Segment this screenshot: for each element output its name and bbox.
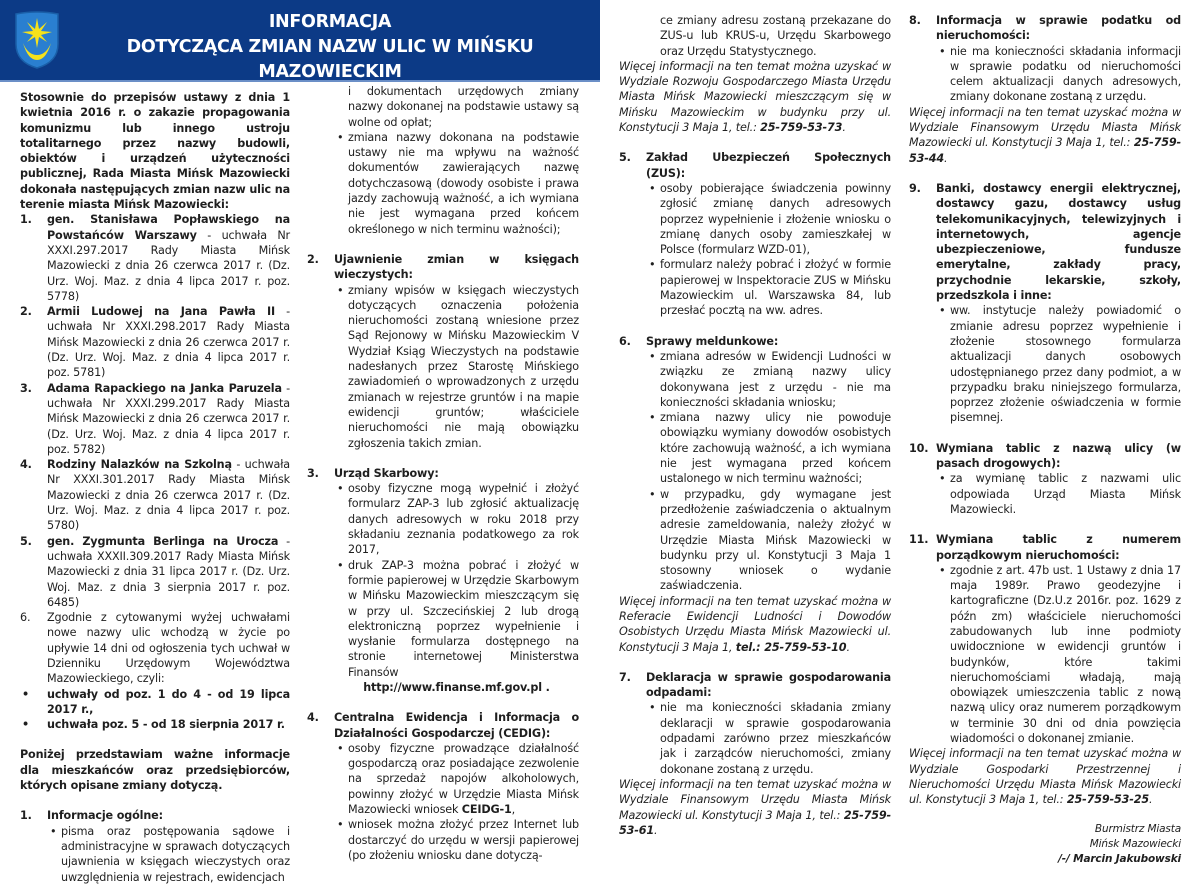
bullet-text: zmiana nazwy dokonana na podstawie ustawy nie ma wpływu na ważność dokumentów zawierających nazwę dotychczasową (dowody osobiste i prawa jazdy zachowują ważność, a ich wymiana nie jest wymagana przed końcem określonego w nich terminu ważności); [348,130,579,236]
bullet-item [334,481,579,557]
bullet-icon: • [649,487,656,501]
contact-note [619,777,891,838]
section-number: 5. [619,151,631,165]
bullet-text: uchwała poz. 5 - od 18 sierpnia 2017 r. [47,718,285,732]
bullet-item [334,741,579,817]
bullet-item [334,130,579,237]
section-body [20,824,290,885]
title-line-2: DOTYCZĄCA ZMIAN NAZW ULIC W MIŃSKU MAZOWIECKIM [126,37,534,82]
section-heading [909,532,1181,563]
note-end: . [654,823,658,837]
bullet-item [334,817,579,863]
section-number: 4. [307,711,319,725]
title-line-1: INFORMACJA [268,12,392,32]
column-3 [619,13,891,838]
bullet-text: formularz należy pobrać i złożyć w formie papierowej w Inspektoracie ZUS w Mińsku Mazowieckim ul. Warszawska 84, lub przesłać pocztą na ww. adres. [660,258,891,318]
street-change-name: gen. Zygmunta Berlinga na Urocza [47,534,279,548]
section-title: Sprawy meldunkowe: [646,334,779,348]
effective-date-text: Zgodnie z cytowanymi wyżej uchwałami nowe nazwy ulic wchodzą w życie po upływie 14 dni od ogłoszenia tych uchwał w Dzienniku Urzędowym Województwa Mazowieckiego, czyli: [47,611,290,686]
bullet-icon: • [939,563,946,577]
street-change-name: Adama Rapackiego na Janka Paruzela [47,381,282,395]
bullet-item-continued [646,13,891,59]
section-body [909,44,1181,105]
note-end: . [1149,793,1153,807]
street-change-item [20,212,290,304]
signature-title: Burmistrz Miasta [1094,822,1181,835]
bullet-item-continued [334,84,579,130]
street-change-detail: - uchwała Nr XXXI.298.2017 Rady Miasta Mińsk Mazowiecki z dnia 26 czerwca 2017 r. (Dz. Urz. Woj. Maz. z dnia 4 lipca 2017 r. poz. 5781) [47,305,290,380]
lead-paragraph: Poniżej przedstawiam ważne informacje dla mieszkańców oraz przedsiębiorców, których opisane zmiany dotyczą. [20,748,290,793]
bullet-text-end: , [511,803,516,817]
bullet-icon: • [649,181,656,195]
section-title: Urząd Skarbowy: [334,466,439,480]
item-number: 5. [20,534,32,548]
section-heading [307,466,579,481]
section-number: 2. [307,252,319,266]
bullet-text: zmiana adresów w Ewidencji Ludności w związku ze zmianą nazwy ulicy dokonywana jest z urzędu - nie ma konieczności składania wniosku; [660,349,891,409]
section-heading [619,334,891,349]
section-body [909,563,1181,747]
bullet-icon: • [649,258,656,272]
section-heading [619,150,891,181]
bullet-text: pisma oraz postępowania sądowe i administracyjne w sprawach dotyczących ujawnienia w księgach wieczystych oraz uwzględnienia w rejestrach, ewidencjach [61,824,290,884]
contact-note [619,594,891,655]
column-4 [909,13,1181,867]
bullet-icon: • [337,130,344,144]
section-heading [307,252,579,283]
section-number: 1. [20,809,32,823]
bullet-item [334,558,579,680]
section-title: Wymiana tablic z nazwą ulicy (w pasach drogowych): [936,441,1181,471]
effective-date-bullet [20,717,290,732]
phone-number: 25-759-53-25 [1066,793,1150,807]
bullet-text: osoby fizyczne mogą wypełnić i złożyć formularz ZAP-3 lub zgłosić aktualizację danych adresowych w roku 2018 przy składaniu zeznania podatkowego za rok 2017, [348,482,579,557]
bullet-icon: • [22,687,30,701]
item-number: 4. [20,458,32,472]
section-number: 8. [909,14,921,27]
bullet-text: ce zmiany adresu zostaną przekazane do ZUS-u lub KRUS-u, Urzędu Skarbowego oraz Urzędu Statystycznego. [660,14,891,58]
section-body [307,283,579,451]
section-title: Centralna Ewidencja i Informacja o Działalności Gospodarczej (CEDIG): [334,711,579,740]
bullet-text: wniosek można złożyć przez Internet lub dostarczyć do urzędu w wersji papierowej (po złożeniu wniosku dane dotyczą- [348,818,579,862]
bullet-item [646,410,891,486]
bullet-icon: • [939,472,946,486]
bullet-text: nie ma konieczności składania informacji w sprawie podatku od nieruchomości celem aktualizacji danych adresowych, zmiany dokonane zostaną z urzędu. [950,44,1181,104]
street-change-detail: - uchwała Nr XXXI.297.2017 Rady Miasta Mińsk Mazowiecki z dnia 26 czerwca 2017 r. (Dz. Urz. Woj. Maz. z dnia 4 lipca 2017 r. poz. 5778) [47,228,290,303]
contact-note [909,746,1181,807]
note-text: Więcej informacji na ten temat można uzyskać w Wydziale Rozwoju Gospodarczego Miasta Urzędu Miasta Mińsk Mazowiecki mieszczącym się w Mińsku Mazowieckim w budynku przy ul. Konstytucji 3 Maja 1, tel.: [619,59,891,135]
section-heading [909,13,1181,44]
bullet-icon: • [337,283,344,297]
bullet-item [47,824,290,885]
section-title: Wymiana tablic z numerem porządkowym nieruchomości: [936,533,1181,562]
street-change-item [20,457,290,533]
bullet-icon: • [50,824,57,838]
bullet-item [334,283,579,451]
note-text: Więcej informacji na ten temat uzyskać można w Referacie Ewidencji Ludności i Dowodów Osobistych Urzędu Miasta Mińsk Mazowiecki ul. Konstytucji 3 Maja 1, [619,594,891,654]
bullet-item [936,44,1181,105]
form-name: CEIDG-1 [461,803,512,817]
bullet-text: osoby pobierające świadczenia powinny zgłosić zmianę danych adresowych poprzez wypełnienie i złożenie wniosku o zmianę danych osoby zamieszkałej w Polsce (formularz WZD-01), [660,181,891,257]
section-body [619,13,891,59]
finance-ministry-link[interactable]: http://www.finanse.mf.gov.pl . [363,680,550,694]
bullet-item [936,563,1181,747]
bullet-icon: • [649,349,656,363]
note-end: . [842,121,846,135]
section-body [307,84,579,237]
signature-name: /-/ Marcin Jakubowski [1058,852,1181,865]
section-heading [307,710,579,741]
street-change-name: Armii Ludowej na Jana Pawła II [47,305,276,319]
street-change-item [20,534,290,610]
contact-note [619,59,891,135]
section-body [619,181,891,319]
bullet-item [646,700,891,776]
section-title: Informacja w sprawie podatku od nieruchomości: [936,14,1181,43]
street-change-item [20,381,290,457]
effective-date-bullet [20,687,290,718]
signature-block [909,822,1181,867]
bullet-text: uchwały od poz. 1 do 4 - od 19 lipca 2017 r., [47,687,290,716]
item-number: 2. [20,305,32,319]
street-change-detail: - uchwała XXXII.309.2017 Rady Miasta Mińsk Mazowiecki z dnia 31 lipca 2017 r. (Dz. Urz. Woj. Maz. z dnia 3 sierpnia 2017 r. poz. 6485) [47,534,290,609]
bullet-text: i dokumentach urzędowych zmiany nazwy dokonanej na podstawie ustawy są wolne od opłat; [348,85,579,129]
bullet-icon: • [939,44,946,58]
bullet-text: w przypadku, gdy wymagane jest przedłożenie zaświadczenia o aktualnym adresie zameldowania, należy złożyć w Urzędzie Miasta Mińsk Mazowiecki w budynku przy ul. Konstytucji 3 Maja 1 stosowny wniosek o wydanie zaświadczenia. [660,487,891,593]
column-2 [307,84,579,863]
phone-number: 25-759-53-44 [909,136,1181,165]
item-number: 3. [20,381,32,395]
bullet-item [936,471,1181,517]
street-change-name: gen. Stanisława Popławskiego na Powstańców Warszawy [47,213,290,242]
bullet-text: nie ma konieczności składania zmiany deklaracji w sprawie gospodarowania odpadami zarówno przez mieszkańców jak i zarządców nieruchomości, zmiany dokonane zostaną z urzędu. [660,701,891,776]
bullet-icon: • [337,741,344,755]
section-number: 3. [307,466,319,480]
bullet-text: zmiana nazwy ulicy nie powoduje obowiązku wymiany dowodów osobistych które zachowują ważność, a ich wymiana nie jest wymagana przed końcem ustalonego w nich terminu ważności; [660,411,891,486]
coat-of-arms-icon [14,10,60,70]
section-body [619,700,891,776]
bullet-icon: • [939,304,946,318]
section-heading [619,670,891,701]
section-number: 11. [909,533,929,547]
section-number: 10. [909,441,929,455]
effective-date-item [20,610,290,686]
bullet-text: za wymianę tablic z nazwami ulic odpowiada Urząd Miasta Mińsk Mazowiecki. [950,472,1181,516]
section-body [909,303,1181,425]
section-title: Informacje ogólne: [47,809,163,823]
section-number: 7. [619,670,631,684]
note-end: . [846,640,850,654]
street-change-detail: - uchwała Nr XXXI.301.2017 Rady Miasta Mińsk Mazowiecki z dnia 26 czerwca 2017 r. (Dz. Urz. Woj. Maz. z dnia 4 lipca 2017 r. poz. 5780) [47,458,290,533]
bullet-text: zgodnie z art. 47b ust. 1 Ustawy z dnia 17 maja 1989r. Prawo geodezyjne i kartograficzne (Dz.U.z 2016r. poz. 1629 z późn zm) właściciele nieruchomości zabudowanych lub inne podmioty uwidocznione w ewidencji gruntów i budynków, które takimi nieruchomościami władają, mają obowiązek umieszczenia tablic z nową nazwą ulicy oraz numerem porządkowym w terminie 30 dni od dnia powzięcia wiadomości o dokonanej zmianie. [950,563,1181,746]
bullet-icon: • [337,558,344,572]
bullet-item [936,303,1181,425]
note-text: Więcej informacji na ten temat uzyskać można w Wydziale Gospodarki Przestrzennej i Nieruchomości Urzędu Miasta Mińsk Mazowiecki ul. Konstytucji 3 Maja 1, tel.: [909,747,1181,807]
item-number: 6. [20,611,31,625]
note-text: Więcej informacji na ten temat uzyskać można w Wydziale Finansowym Urzędu Miasta Mińsk Mazowiecki ul. Konstytucji 3 Maja 1, tel.: [909,105,1181,150]
item-number: 1. [20,213,32,227]
intro-paragraph: Stosownie do przepisów ustawy z dnia 1 kwietnia 2016 r. o zakazie propagowania komunizmu lub innego ustroju totalitarnego przez nazwy budowli, obiektów i urządzeń użyteczności publicznej, Rada Miasta Mińsk Mazowiecki dokonała następujących zmian nazw ulic na terenie miasta Mińsk Mazowiecki: [20,91,290,212]
bullet-item [646,487,891,594]
section-heading [20,808,290,823]
street-change-detail: - uchwała Nr XXXI.299.2017 Rady Miasta Mińsk Mazowiecki z dnia 26 czerwca 2017 r. (Dz. Urz. Woj. Maz. z dnia 4 lipca 2017 r. poz. 5782) [47,381,290,456]
phone-number: tel.: 25-759-53-10 [735,640,847,654]
bullet-text: zmiany wpisów w księgach wieczystych dotyczących oznaczenia położenia nieruchomości zostaną wniesione przez Sąd Rejonowy w Mińsku Mazowieckim V Wydział Ksiąg Wieczystych na podstawie nadesłanych przez Starostę Mińskiego zawiadomień o wprowadzonych z urzędu zmianach w rejestrze gruntów i na mapie ewidencji gruntów; właściciele nieruchomości nie mają obowiązku zgłoszenia takich zmian. [348,283,579,450]
street-change-name: Rodziny Nalazków na Szkolną [47,458,232,472]
section-title: Deklaracja w sprawie gospodarowania odpadami: [646,670,891,700]
section-number: 9. [909,181,921,195]
section-heading [909,441,1181,472]
section-body [619,349,891,594]
bullet-icon: • [22,718,30,732]
section-body [909,471,1181,517]
section-heading [909,181,1181,303]
bullet-icon: • [337,482,344,496]
signature-city: Mińsk Mazowiecki [1089,837,1181,850]
section-title: Zakład Ubezpieczeń Społecznych (ZUS): [646,151,891,180]
note-text: Więcej informacji na ten temat uzyskać można w Wydziale Finansowym Urzędu Miasta Mińsk Mazowiecki ul. Konstytucji 3 Maja 1, tel.: [619,777,891,822]
section-title: Banki, dostawcy energii elektrycznej, dostawcy gazu, dostawcy usług telekomunikacyjnych, telewizyjnych i internetowych, agencje ubezpieczeniowe, fundusze emerytalne, zakłady pracy, przychodnie lekarskie, szkoły, przedszkola i inne: [936,181,1181,303]
street-change-item [20,304,290,380]
section-number: 6. [619,334,631,348]
phone-number: 25-759-53-73 [760,121,843,135]
bullet-text: ww. instytucje należy powiadomić o zmianie adresu poprzez wypełnienie i złożenie stosownego formularza aktualizacji danych osobowych udostępnianego przez dany podmiot, a w przypadku braku niniejszego formularza, poprzez złożenie oświadczenia w formie pisemnej. [950,304,1181,425]
bullet-icon: • [649,701,656,715]
page-title [60,10,600,85]
bullet-icon: • [649,411,656,425]
header-banner [0,0,600,82]
section-title: Ujawnienie zmian w księgach wieczystych: [334,252,579,282]
phone-number: 25-759-53-61 [619,808,891,837]
bullet-text: osoby fizyczne prowadzące działalność gospodarczą oraz posiadające zezwolenie na sprzedaż napojów alkoholowych, powinny złożyć w Urzędzie Miasta Mińsk Mazowiecki wniosek [348,741,579,817]
section-body [307,481,579,695]
note-end: . [944,151,948,165]
bullet-icon: • [337,818,344,832]
section-body [307,741,579,863]
bullet-item [646,349,891,410]
bullet-item [646,181,891,257]
column-1 [20,90,290,885]
bullet-item [646,257,891,318]
bullet-text: druk ZAP-3 można pobrać i złożyć w formie papierowej w Urzędzie Skarbowym w Mińsku Mazowieckim mieszczącym się w przy ul. Szczecińskiej 2 lub drogą elektroniczną poprzez wypełnienie i wysłanie formularza dostępnego na stronie internetowej Ministerstwa Finansów [348,558,579,679]
contact-note [909,105,1181,166]
